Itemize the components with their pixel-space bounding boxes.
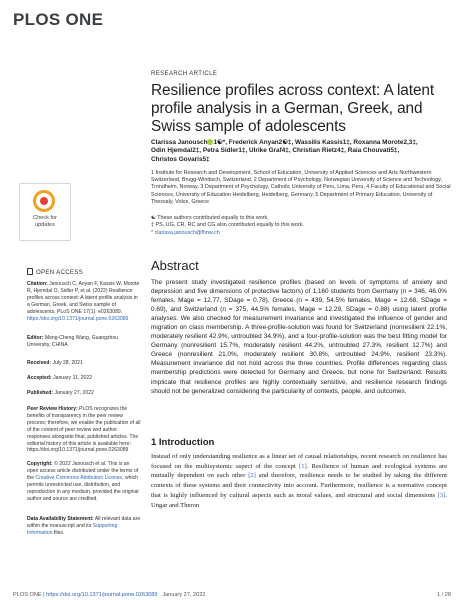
author-line2: Odin Hjemdal2‡, Petra Sidler1‡, Ulrike Graf4‡, Christian Rietz4‡, Raia Chouvati5‡, bbox=[151, 147, 400, 155]
citation-text: Janousch C, Anyan F, Kassis W, Morote R, Hjemdal O, Sidler P, et al. (2022) Resilience profiles across context: A latent profile analysis in a German, Greek, and Swiss sample of adolescents. PLoS ONE 17(1): e0263089. bbox=[27, 281, 140, 315]
badge-line2: updates bbox=[35, 222, 55, 228]
badge-line1: Check for bbox=[33, 215, 57, 221]
open-lock-icon bbox=[27, 268, 33, 275]
footer-doi-link[interactable]: https://doi.org/10.1371/journal.pone.0263089 bbox=[46, 592, 158, 598]
corresponding-email[interactable]: * clarissa.janousch@fhnw.ch bbox=[151, 229, 220, 236]
citation-doi-link[interactable]: https://doi.org/10.1371/journal.pone.0263089 bbox=[27, 315, 129, 322]
journal-logo-one: ONE bbox=[65, 10, 104, 29]
page-number: 1 / 28 bbox=[437, 592, 451, 598]
citation-ref-1[interactable]: [1] bbox=[299, 462, 307, 470]
author-line3: Christos Govaris5‡ bbox=[151, 155, 210, 163]
citation-ref-3[interactable]: [3] bbox=[437, 491, 446, 499]
received-block bbox=[27, 360, 141, 367]
copyright-text-2: , which permits unrestricted use, distribution, and reproduction in any medium, provided the original author and source are credited. bbox=[27, 474, 139, 502]
footer-date: January 27, 2022 bbox=[162, 592, 206, 598]
peer-review-block bbox=[27, 406, 141, 454]
intro-text-4: . Ungar and Theron bbox=[151, 491, 447, 509]
data-availability-text-2: files. bbox=[53, 529, 65, 536]
accepted-block bbox=[27, 375, 141, 382]
crossmark-icon bbox=[33, 190, 55, 212]
data-availability-block bbox=[27, 516, 141, 537]
data-availability-label: Data Availability Statement: bbox=[27, 516, 94, 522]
author-first[interactable]: Clarissa Janousch bbox=[151, 139, 208, 146]
accepted-label: Accepted: bbox=[27, 375, 52, 381]
intro-text-2: . Resilience of human and ecological systems are mutually dependent on each other bbox=[151, 462, 447, 480]
article-title: Resilience profiles across context: A latent profile analysis in a German, Greek, and Swiss sample of adolescents bbox=[151, 82, 435, 135]
received-date: July 28, 2021 bbox=[52, 360, 83, 366]
author-notes bbox=[151, 215, 451, 237]
introduction-heading: 1 Introduction bbox=[151, 437, 215, 448]
footer-journal: PLOS ONE bbox=[13, 592, 42, 598]
open-access-text: OPEN ACCESS bbox=[36, 269, 83, 276]
accepted-date: January 11, 2022 bbox=[53, 375, 93, 381]
intro-text-3: and therefore, resilience needs to be studied by taking the different contexts of these systems and their connectivity into account. Furthermore, resilience is a normative concept that is highly influenced by cultural aspects such as moral values, and structural and social dimensions bbox=[151, 472, 447, 499]
supporting-information-link[interactable]: Supporting Information bbox=[27, 522, 118, 536]
check-for-updates-badge[interactable] bbox=[19, 183, 71, 241]
open-access-label bbox=[27, 268, 83, 276]
introduction-body bbox=[151, 452, 447, 510]
published-block bbox=[27, 390, 141, 397]
affiliations: 1 Institute for Research and Development, School of Education, University of Applied Sciences and Arts Northwestern Switzerland, Brugg-Windisch, Switzerland, 2 Department of Psychology, Norwegian University of Science and Technology, Trondheim, Norway, 3 Department of Psychology, Catholic University of Peru, Lima, Peru, 4 Faculty of Educational and Social Sciences, University of Education Heidelberg, Heidelberg, Germany, 5 Department of Primary Education, University of Thessaly, Volos, Greece bbox=[151, 170, 451, 205]
copyright-block bbox=[27, 461, 141, 502]
creative-commons-link[interactable]: Creative Commons Attribution License bbox=[35, 474, 123, 481]
copyright-text-1: © 2022 Janousch et al. This is an open access article distributed under the terms of the bbox=[27, 461, 139, 481]
article-type: RESEARCH ARTICLE bbox=[151, 71, 218, 77]
intro-text-1: Instead of only understanding resilience as a linear set of causal relationships, recent research on resilience has focused on the multisystemic aspect of the concept bbox=[151, 453, 447, 470]
author-list bbox=[151, 139, 451, 164]
equal-contribution-note-2: ‡ PS, UG, CR, RC and CG also contributed equally to this work. bbox=[151, 222, 304, 229]
journal-logo bbox=[13, 10, 103, 30]
peer-review-text: PLOS recognizes the benefits of transparency in the peer review process; therefore, we enable the publication of all of the content of peer review and author responses alongside final, published articles. The editorial history of this article is available here: bbox=[27, 406, 141, 447]
citation-block bbox=[27, 281, 141, 322]
abstract-body: The present study investigated resilience profiles (based on levels of symptoms of anxiety and depression and five dimensions of protective factors) of 1,160 students from Germany (n = 346, 46.0% females, Mage = 12.77, SDage = 0.78), Greece (n = 439, 54.5% females, Mage = 12.68, SDage = 0.69), and Switzerland (n = 375, 44.5% females, Mage = 12.29, SDage = 0.88) using latent profile analyses. We also checked for measurement invariance and investigated the influence of gender and migration on class membership. A three-profile-solution was found for Switzerland (nonresilient 22.1%, moderately resilient 42.9%, untroubled 34.9%), and a four-profile-solution was the best fitting model for Germany (nonresilient 15.7%, moderately resilient 44.2%, untroubled 27.3%, resilient 12.7%) and Greece (nonresilient 21.0%, moderately resilient 30.8%, untroubled 24.9%, resilient 23.3%). Measurement invariance did not hold across the three countries. Profile differences regarding class membership predictions were detected for Germany and Greece, but none for Switzerland. Results implicate that resilience profiles are highly contextually sensitive, and resilience research findings should not be generalized considering the particularity of contexts, people, and outcomes. bbox=[151, 279, 447, 395]
journal-logo-plos: PLOS bbox=[13, 10, 61, 29]
abstract-heading: Abstract bbox=[151, 258, 199, 273]
data-availability-text: All relevant data are within the manuscript and its bbox=[27, 516, 141, 529]
copyright-label: Copyright: bbox=[27, 461, 53, 467]
page-footer: PLOS ONE | https://doi.org/10.1371/journal.pone.0263089 January 27, 2022 bbox=[13, 592, 206, 598]
editor-label: Editor: bbox=[27, 335, 44, 341]
peer-review-label: Peer Review History: bbox=[27, 406, 78, 412]
published-label: Published: bbox=[27, 390, 54, 396]
equal-contribution-note: ☯ These authors contributed equally to this work. bbox=[151, 215, 269, 221]
author-line1-rest: 1☯*, Frederick Anyan2☯‡, Wassilis Kassis1‡, Roxanna Morote2,3‡, bbox=[213, 139, 418, 146]
peer-review-doi[interactable]: https://doi.org/10.1371/journal.pone.0263089 bbox=[27, 447, 129, 454]
editor-text: Meng-Cheng Wang, Guangzhou University, CHINA bbox=[27, 335, 118, 348]
received-label: Received: bbox=[27, 360, 52, 366]
editor-block bbox=[27, 335, 141, 349]
published-date: January 27, 2022 bbox=[54, 390, 94, 396]
citation-label: Citation: bbox=[27, 281, 48, 287]
citation-ref-2[interactable]: [2] bbox=[248, 472, 256, 480]
